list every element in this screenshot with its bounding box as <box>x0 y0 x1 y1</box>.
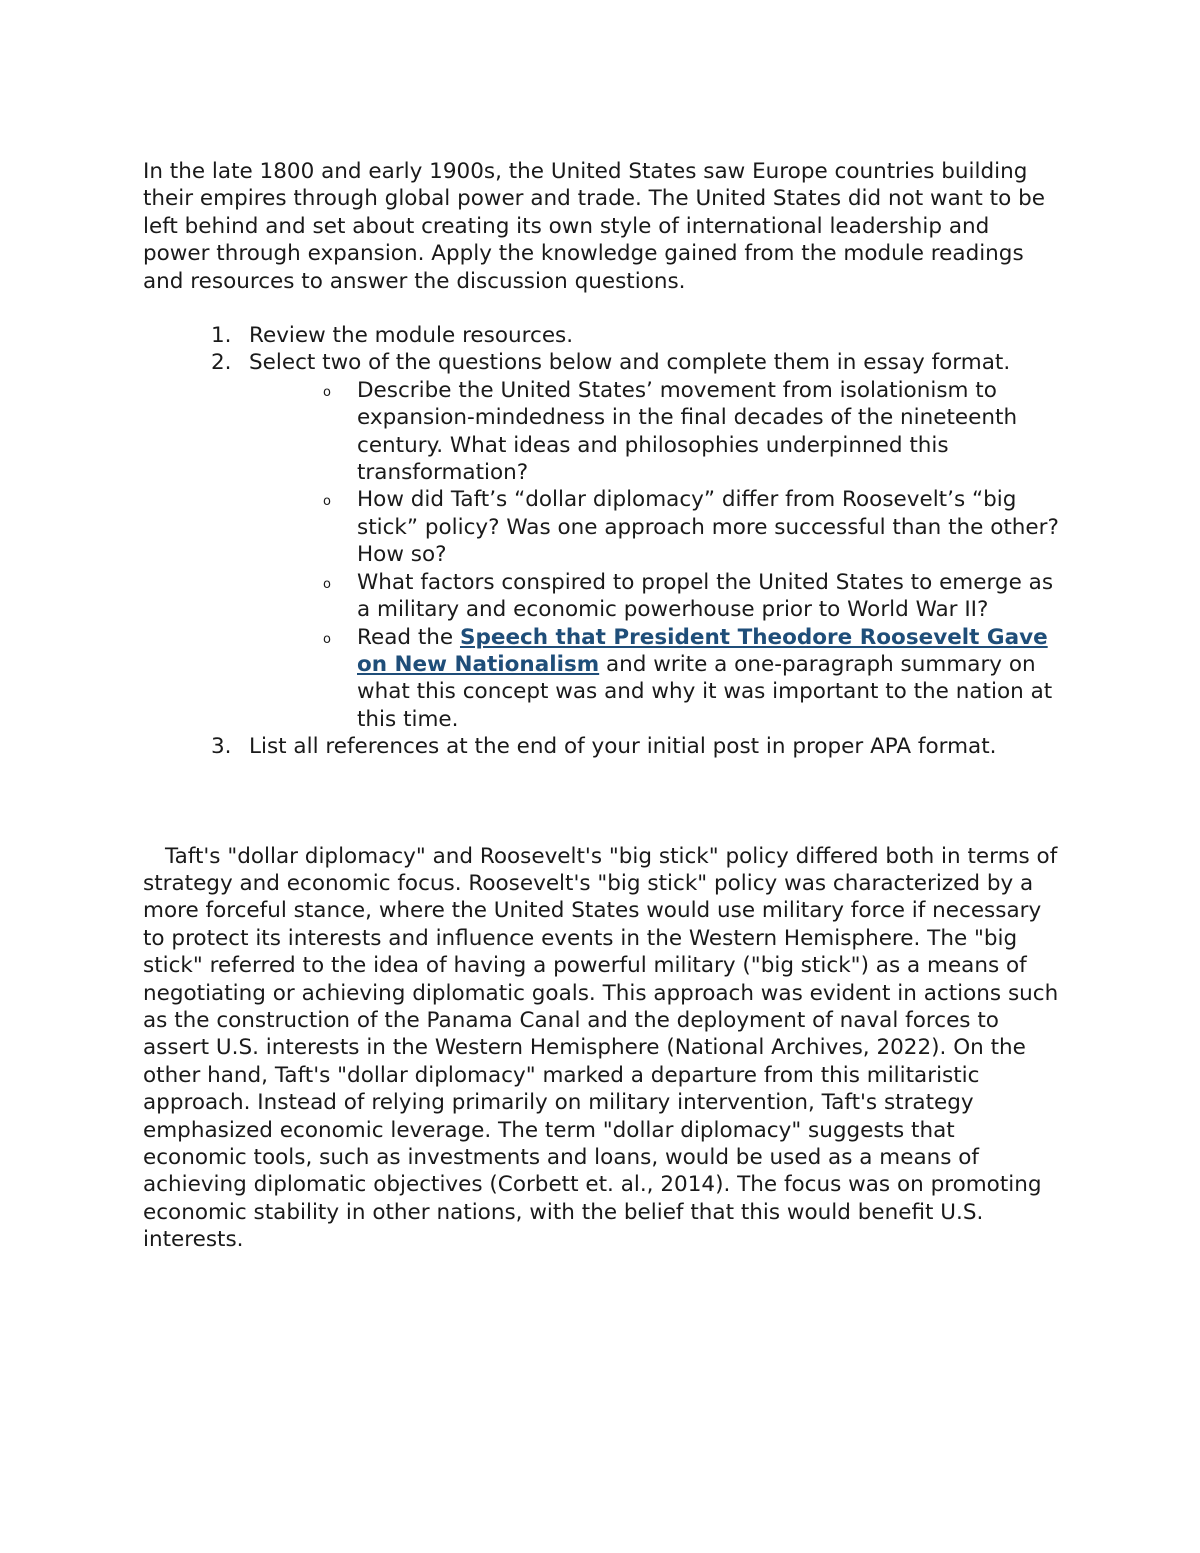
step-text: Review the module resources. <box>249 323 574 349</box>
instructions-list <box>143 322 1073 761</box>
bullet-icon: o <box>323 494 331 510</box>
instruction-step <box>211 733 1073 760</box>
question-text: What factors conspired to propel the United States to emerge as a military and economic powerhouse prior to World War II? <box>357 569 1054 623</box>
bullet-icon: o <box>323 576 331 592</box>
step-text: List all references at the end of your initial post in proper APA format. <box>249 734 997 760</box>
question-item <box>323 377 1073 487</box>
step-number: 1. <box>211 323 232 349</box>
question-item <box>323 624 1073 734</box>
question-text: Describe the United States’ movement from isolationism to expansion-mindedness in the final decades of the nineteenth century. What ideas and philosophies underpinned this transformation? <box>357 377 1018 486</box>
question-item <box>323 486 1073 568</box>
instruction-step <box>211 322 1073 349</box>
document-page <box>143 158 1073 1254</box>
instruction-step <box>211 349 1073 733</box>
question-item <box>323 569 1073 624</box>
bullet-icon: o <box>323 631 331 647</box>
question-text: How did Taft’s “dollar diplomacy” differ from Roosevelt’s “big stick” policy? Was one approach more successful than the other? How so? <box>357 487 1059 568</box>
step-text: Select two of the questions below and complete them in essay format. <box>249 350 1011 376</box>
bullet-icon: o <box>323 384 331 400</box>
question-suffix: and write a one-paragraph summary on what this concept was and why it was important to the nation at this time. <box>357 651 1053 732</box>
essay-paragraph: Taft's "dollar diplomacy" and Roosevelt's "big stick" policy differed both in terms of strategy and economic focus. Roosevelt's "big stick" policy was characterized by a more forceful stance, where the United States would use military force if necessary to protect its interests and influence events in the Western Hemisphere. The "big stick" referred to the idea of having a powerful military ("big stick") as a means of negotiating or achieving diplomatic goals. This approach was evident in actions such as the construction of the Panama Canal and the deployment of naval forces to assert U.S. interests in the Western Hemisphere (National Archives, 2022). On the other hand, Taft's "dollar diplomacy" marked a departure from this militaristic approach. Instead of relying primarily on military intervention, Taft's strategy emphasized economic leverage. The term "dollar diplomacy" suggests that economic tools, such as investments and loans, would be used as a means of achieving diplomatic objectives (Corbett et. al., 2014). The focus was on promoting economic stability in other nations, with the belief that this would benefit U.S. interests. <box>143 843 1059 1253</box>
question-list <box>249 377 1073 733</box>
step-number: 3. <box>211 734 232 760</box>
intro-paragraph: In the late 1800 and early 1900s, the United States saw Europe countries building their empires through global power and trade. The United States did not want to be left behind and set about creating its own style of international leadership and power through expansion. Apply the knowledge gained from the module readings and resources to answer the discussion questions. <box>143 159 1045 294</box>
new-nationalism-speech-link[interactable]: Speech that President Theodore Roosevelt Gave on New Nationalism <box>357 624 1048 677</box>
question-prefix: Read the <box>357 624 460 650</box>
step-number: 2. <box>211 350 232 376</box>
